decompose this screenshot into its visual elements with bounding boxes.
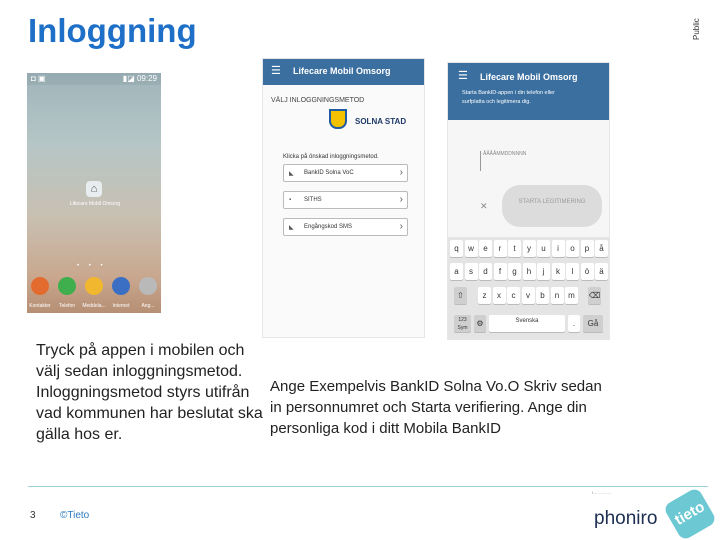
- instruction-left: Tryck på appen i mobilen och välj sedan inloggningsmetod. Inloggningsmetod styrs utifrån vad kommunen har beslutat ska gälla hos er.: [36, 342, 263, 443]
- option-siths[interactable]: [283, 191, 408, 209]
- contacts-icon[interactable]: [31, 277, 49, 295]
- phone-icon[interactable]: [58, 277, 76, 295]
- close-icon[interactable]: ✕: [480, 201, 488, 211]
- key[interactable]: g: [508, 263, 521, 280]
- key[interactable]: t: [508, 240, 521, 257]
- dock-label: Meddela...: [82, 303, 106, 309]
- sms-icon: ◣: [289, 225, 294, 231]
- keyboard: [448, 237, 609, 340]
- bankid-entry-screenshot: [447, 62, 610, 340]
- siths-icon: ▪: [289, 197, 292, 203]
- key[interactable]: c: [507, 287, 520, 304]
- key[interactable]: y: [523, 240, 536, 257]
- solna-crest-icon: [329, 109, 347, 129]
- key[interactable]: u: [537, 240, 550, 257]
- tieto-logo: tieto: [663, 487, 718, 540]
- option-sms[interactable]: [283, 218, 408, 236]
- app-title: Lifecare Mobil Omsorg: [480, 72, 578, 82]
- start-verification-button[interactable]: STARTA LEGITIMERING: [502, 185, 602, 227]
- description-line: Starta BankID-appen i din telefon eller: [462, 90, 555, 96]
- personal-number-input[interactable]: [480, 151, 538, 171]
- app-title: Lifecare Mobil Omsorg: [293, 66, 391, 76]
- key[interactable]: k: [552, 263, 565, 280]
- key[interactable]: p: [581, 240, 594, 257]
- key[interactable]: o: [566, 240, 579, 257]
- backspace-key[interactable]: ⌫: [588, 287, 601, 304]
- go-key[interactable]: Gå: [583, 315, 603, 332]
- key[interactable]: a: [450, 263, 463, 280]
- dock-label: Ang...: [141, 303, 155, 309]
- page-number: 3: [30, 510, 36, 521]
- footer-divider: [28, 486, 708, 487]
- key[interactable]: j: [537, 263, 550, 280]
- option-label: BankID Solna VoC: [304, 170, 354, 176]
- key[interactable]: l: [566, 263, 579, 280]
- key[interactable]: d: [479, 263, 492, 280]
- key[interactable]: h: [523, 263, 536, 280]
- option-label: SITHS: [304, 197, 322, 203]
- dock: [27, 277, 161, 313]
- page-title: Inloggning: [28, 12, 197, 49]
- key[interactable]: i: [552, 240, 565, 257]
- chevron-right-icon: ›: [399, 194, 403, 205]
- key[interactable]: w: [465, 240, 478, 257]
- page-dots: • • •: [77, 263, 107, 269]
- key[interactable]: å: [595, 240, 608, 257]
- key[interactable]: x: [493, 287, 506, 304]
- classification-label: Public: [692, 18, 701, 40]
- menu-icon[interactable]: ☰: [271, 65, 281, 77]
- footer-note: i ... ... ... ...: [592, 490, 611, 495]
- copyright-text: ©Tieto: [60, 510, 90, 521]
- key[interactable]: n: [551, 287, 564, 304]
- section-heading: VÄLJ INLOGGNINGSMETOD: [271, 97, 365, 104]
- key[interactable]: s: [465, 263, 478, 280]
- dock-label: Telefon: [58, 303, 76, 309]
- period-key[interactable]: .: [568, 315, 580, 332]
- input-placeholder: ÅÅÅÅMMDDNNNN: [483, 151, 527, 157]
- status-time: ▮◪ 09:29: [122, 74, 157, 83]
- app-label: Lifecare Mobil Omsorg: [69, 201, 121, 207]
- menu-icon[interactable]: ☰: [458, 70, 468, 82]
- bankid-icon: ◣: [289, 171, 294, 177]
- messages-icon[interactable]: [85, 277, 103, 295]
- key[interactable]: m: [565, 287, 578, 304]
- symbols-key[interactable]: 123 Sym: [454, 315, 471, 332]
- key[interactable]: q: [450, 240, 463, 257]
- dock-label: Kontakter: [29, 303, 51, 309]
- option-bankid[interactable]: [283, 164, 408, 182]
- apps-icon[interactable]: [139, 277, 157, 295]
- space-key[interactable]: Svenska: [489, 315, 565, 332]
- key[interactable]: z: [478, 287, 491, 304]
- instruction-right: Ange Exempelvis BankID Solna Vo.O Skriv sedan in personnumret och Starta verifiering. Ange din personliga kod i ditt Mobila BankID: [270, 378, 602, 437]
- app-bar: [263, 59, 424, 85]
- shift-key[interactable]: ⇧: [454, 287, 467, 304]
- status-bar: [27, 73, 161, 85]
- instruction-text: Klicka på önskad inloggningsmetod.: [283, 154, 379, 160]
- settings-icon[interactable]: ⚙: [474, 315, 486, 332]
- key[interactable]: b: [536, 287, 549, 304]
- lifecare-app-icon[interactable]: ⌂: [81, 181, 107, 205]
- key[interactable]: e: [479, 240, 492, 257]
- key[interactable]: f: [494, 263, 507, 280]
- app-bar: [448, 63, 609, 120]
- chevron-right-icon: ›: [399, 221, 403, 232]
- login-method-screenshot: [262, 58, 425, 338]
- status-icons: ◘ ▣: [31, 74, 46, 83]
- phoniro-logo: phoniro: [594, 508, 658, 529]
- key[interactable]: ö: [581, 263, 594, 280]
- key[interactable]: r: [494, 240, 507, 257]
- chevron-right-icon: ›: [399, 167, 403, 178]
- option-label: Engångskod SMS: [304, 224, 353, 230]
- key[interactable]: ä: [595, 263, 608, 280]
- internet-icon[interactable]: [112, 277, 130, 295]
- phone-home-screenshot: [27, 73, 161, 313]
- description-line: surfplatta och legitimera dig.: [462, 99, 531, 105]
- dock-label: Internet: [112, 303, 130, 309]
- organization-name: SOLNA STAD: [355, 117, 407, 126]
- key[interactable]: v: [522, 287, 535, 304]
